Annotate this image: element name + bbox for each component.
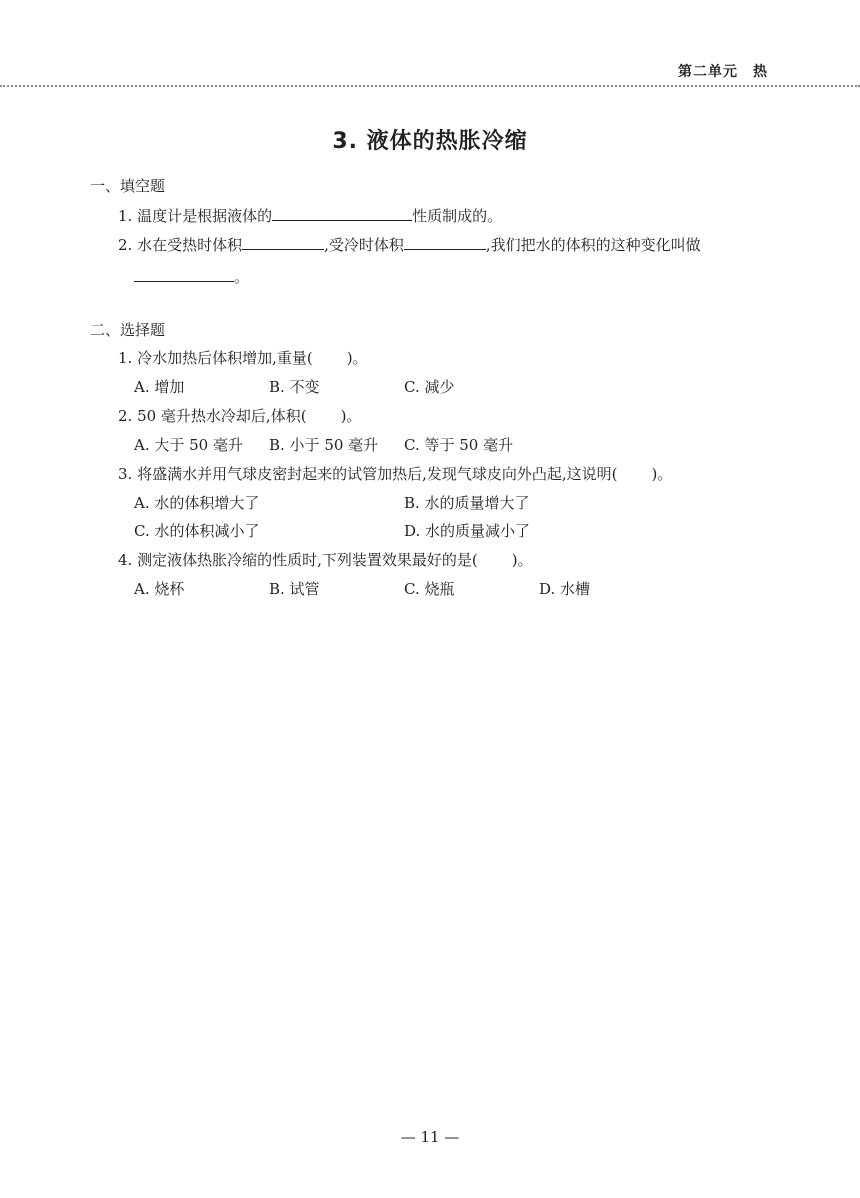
option-c[interactable]: C. 减少 [404,378,455,396]
option-b[interactable]: B. 试管 [269,580,320,598]
question-text: 性质制成的。 [412,207,503,225]
option-a[interactable]: A. 烧杯 [134,580,185,598]
option-c[interactable]: C. 水的体积减小了 [134,522,260,540]
option-a[interactable]: A. 水的体积增大了 [134,494,260,512]
question-close: )。 [511,551,533,569]
unit-label: 第二单元 热 [678,64,768,80]
option-d[interactable]: D. 水槽 [539,580,591,598]
question-close: )。 [651,465,673,483]
option-b[interactable]: B. 小于 50 毫升 [269,436,379,454]
question-stem: 3. 将盛满水并用气球皮密封起来的试管加热后,发现气球皮向外凸起,这说明( [118,465,618,483]
answer-blank[interactable] [404,234,486,250]
choice-question-4 [118,550,533,570]
answer-blank[interactable] [272,205,412,221]
question-stem: 2. 50 毫升热水冷却后,体积( [118,407,307,425]
answer-blank[interactable] [134,266,234,282]
option-c[interactable]: C. 烧瓶 [404,580,455,598]
section-heading-choice: 二、选择题 [90,321,166,339]
option-b[interactable]: B. 不变 [269,378,320,396]
header-divider [0,85,860,87]
choice-question-2 [118,406,361,426]
answer-blank[interactable] [242,234,324,250]
section-heading-fill: 一、填空题 [90,177,166,195]
option-d[interactable]: D. 水的质量减小了 [404,522,531,540]
option-a[interactable]: A. 增加 [134,378,185,396]
question-text: ,受冷时体积 [324,236,404,254]
page-number: — 11 — [400,1128,460,1146]
fill-question-2 [118,234,701,255]
question-close: )。 [346,349,368,367]
choice-question-1 [118,348,368,368]
question-text: 1. 温度计是根据液体的 [118,207,273,225]
question-stem: 4. 测定液体热胀冷缩的性质时,下列装置效果最好的是( [118,551,478,569]
option-c[interactable]: C. 等于 50 毫升 [404,436,514,454]
option-a[interactable]: A. 大于 50 毫升 [134,436,243,454]
option-b[interactable]: B. 水的质量增大了 [404,494,530,512]
choice-question-3 [118,464,672,484]
question-close: )。 [340,407,362,425]
question-text: 。 [234,268,250,286]
question-text: ,我们把水的体积的这种变化叫做 [485,236,701,254]
fill-question-2-continued [134,266,249,287]
question-text: 2. 水在受热时体积 [118,236,243,254]
fill-question-1 [118,205,502,226]
question-stem: 1. 冷水加热后体积增加,重量( [118,349,313,367]
lesson-title: 3. 液体的热胀冷缩 [332,129,528,154]
